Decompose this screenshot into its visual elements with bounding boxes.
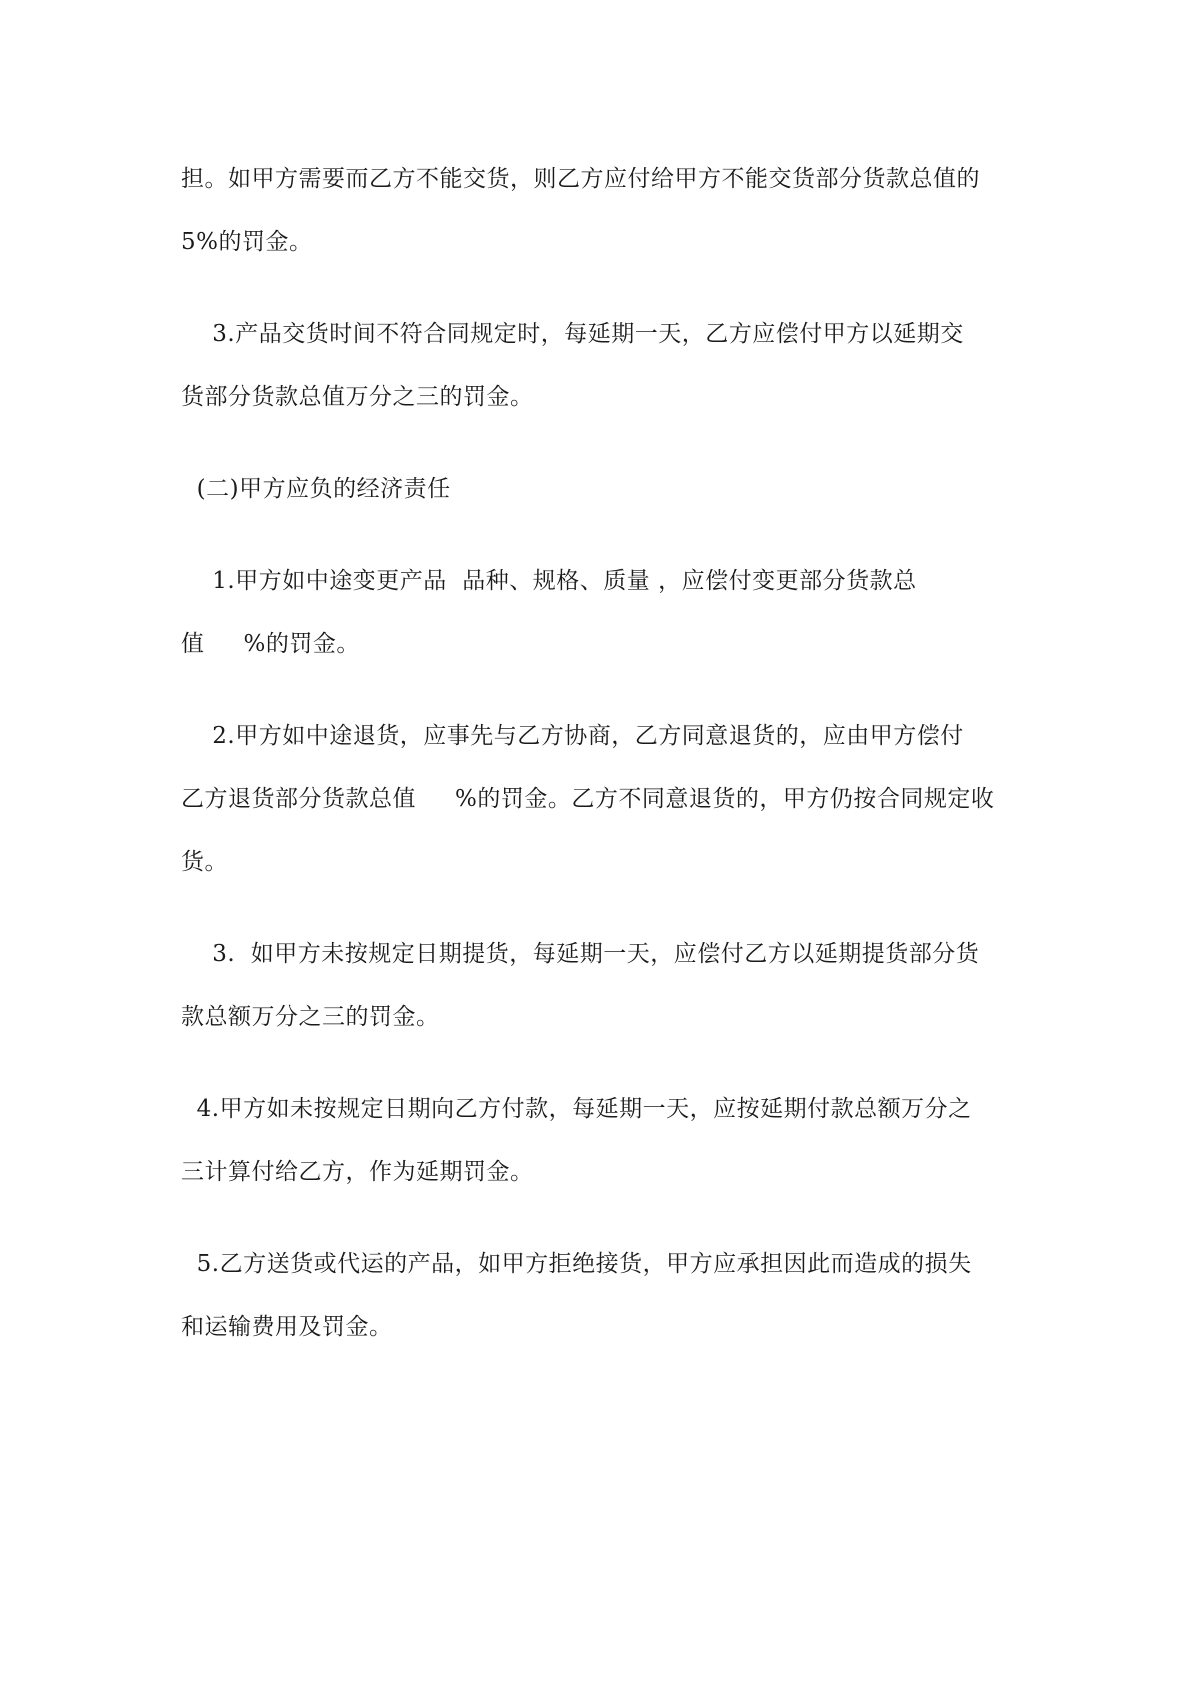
text-line: 5%的罚金。 xyxy=(181,229,313,255)
text-line: 乙方退货部分货款总值 %的罚金。乙方不同意退货的，甲方仍按合同规定收 xyxy=(181,786,995,812)
text-line: 三计算付给乙方，作为延期罚金。 xyxy=(181,1159,534,1185)
text-line: 3. 如甲方未按规定日期提货，每延期一天，应偿付乙方以延期提货部分货 xyxy=(181,941,980,967)
text-line: 和运输费用及罚金。 xyxy=(181,1314,393,1340)
section-heading: (二)甲方应负的经济责任 xyxy=(181,476,451,502)
text-line: 款总额万分之三的罚金。 xyxy=(181,1004,440,1030)
text-line: 3.产品交货时间不符合同规定时，每延期一天，乙方应偿付甲方以延期交 xyxy=(181,321,964,347)
text-line: 4.甲方如未按规定日期向乙方付款，每延期一天，应按延期付款总额万分之 xyxy=(181,1096,972,1122)
text-line: 货部分货款总值万分之三的罚金。 xyxy=(181,384,534,410)
text-line: 货。 xyxy=(181,849,228,875)
text-line: 1.甲方如中途变更产品 品种、规格、质量 ，应偿付变更部分货款总 xyxy=(181,568,917,594)
text-line: 5.乙方送货或代运的产品，如甲方拒绝接货，甲方应承担因此而造成的损失 xyxy=(181,1251,972,1277)
text-line: 担。如甲方需要而乙方不能交货，则乙方应付给甲方不能交货部分货款总值的 xyxy=(181,166,980,192)
text-line: 2.甲方如中途退货，应事先与乙方协商，乙方同意退货的，应由甲方偿付 xyxy=(181,723,964,749)
text-line: 值 %的罚金。 xyxy=(181,631,360,657)
